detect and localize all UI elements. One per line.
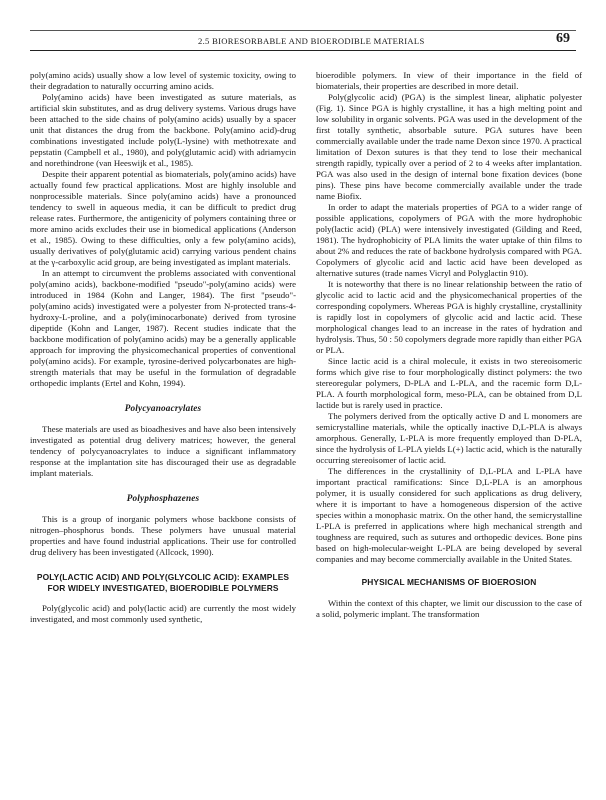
paragraph: Despite their apparent potential as biomaterials, poly(amino acids) have actually found few practical applications. Most are highly insoluble and nonprocessible materials. Since poly(amino acids) have a pronounced tendency to swell in aqueous media, it can be difficult to predict drug release rates. Furthermore, the antigenicity of polymers containing three or more amino acids excludes their use in biomedical applications (Anderson et al., 1985). Owing to these difficulties, only a few poly(amino acids), usually derivatives of poly(glutamic acid) carrying various pendent chains at the γ-carboxylic acid group, are being investigated as implant materials. bbox=[30, 169, 296, 267]
right-column bbox=[316, 70, 582, 620]
running-head: 2.5 BIORESORBABLE AND BIOERODIBLE MATERIALS bbox=[198, 36, 425, 46]
page-header bbox=[30, 31, 576, 51]
paragraph: Poly(amino acids) have been investigated as suture materials, as artificial skin substitutes, and as drug delivery systems. Various drugs have been attached to the side chains of poly(amino acids) usually by a spacer unit that distances the drug from the backbone. Poly(amino acid)-drug combinations investigated include poly(L-lysine) with methotrexate and pepstatin (Campbell et al., 1980), and poly(glutamic acid) with adriamycin and norethindrone (van Heeswijk et al., 1985). bbox=[30, 92, 296, 168]
section-heading-polyphosphazenes: Polyphosphazenes bbox=[126, 493, 200, 503]
major-heading-bioerosion: PHYSICAL MECHANISMS OF BIOEROSION bbox=[361, 577, 537, 587]
paragraph: In an attempt to circumvent the problems associated with conventional poly(amino acids), backbone-modified "pseudo"-poly(amino acids) were introduced in 1984 (Kohn and Langer, 1984). The first "pseudo"-poly(amino acids) investigated were a polyester from N-protected trans-4-hydroxy-L-proline, and a poly(iminocarbonate) derived from tyrosine dipeptide (Kohn and Langer, 1987). Recent studies indicate that the backbone modification of poly(amino acids) may be a generally applicable approach for improving the physicomechanical properties of conventional poly(amino acids). For example, tyrosine-derived polycarbonates are high-strength materials that may be useful in the formulation of degradable orthopedic implants (Ertel and Kohn, 1994). bbox=[30, 268, 296, 388]
paragraph: It is noteworthy that there is no linear relationship between the ratio of glycolic acid to lactic acid and the physicomechanical properties of the corresponding copolymers. Whereas PGA is highly crystalline, crystallinity is rapidly lost in copolymers of glycolic acid and lactic acid. These morphological changes lead to an increase in the rates of hydration and hydrolysis. Thus, 50 : 50 copolymers degrade more rapidly than either PGA or PLA. bbox=[316, 279, 582, 355]
left-column bbox=[30, 70, 296, 625]
paragraph: In order to adapt the materials properties of PGA to a wider range of possible applications, copolymers of PGA with the more hydrophobic poly(lactic acid) (PLA) were intensively investigated (Gilding and Reed, 1981). The hydrophobicity of PLA limits the water uptake of thin films to about 2% and reduces the rate of backbone hydrolysis compared with PGA. Copolymers of glycolic acid and lactic acid have been developed as alternative sutures (trade names Vicryl and Polyglactin 910). bbox=[316, 202, 582, 278]
paragraph: bioerodible polymers. In view of their importance in the field of biomaterials, their properties are described in more detail. bbox=[316, 70, 582, 91]
paragraph: Since lactic acid is a chiral molecule, it exists in two stereoisomeric forms which give rise to four morphologically distinct polymers: the two stereoregular polymers, D-PLA and L-PLA, and the racemic form D,L-PLA. A fourth morphological form, meso-PLA, can be obtained from D,L lactide but is rarely used in practice. bbox=[316, 356, 582, 410]
major-heading-pla-pga: POLY(LACTIC ACID) AND POLY(GLYCOLIC ACID): EXAMPLES FOR WIDELY INVESTIGATED, BIOERODIBLE POLYMERS bbox=[36, 572, 290, 593]
paragraph: The differences in the crystallinity of D,L-PLA and L-PLA have important practical ramifications: Since D,L-PLA is an amorphous polymer, it is usually considered for such applications as drug delivery, where it is important to have a homogeneous dispersion of the active species within a monophasic matrix. On the other hand, the semicrystalline L-PLA is preferred in applications where high mechanical strength and toughness are required, such as sutures and orthopedic devices. Bone pins based on high-molecular-weight L-PLA are being developed by several companies and may become commercially available in the United States. bbox=[316, 466, 582, 564]
paragraph: poly(amino acids) usually show a low level of systemic toxicity, owing to their degradation to naturally occurring amino acids. bbox=[30, 70, 296, 91]
paragraph: Within the context of this chapter, we limit our discussion to the case of a solid, polymeric implant. The transformation bbox=[316, 597, 582, 619]
top-rule bbox=[30, 30, 576, 31]
section-heading-polycyanoacrylates: Polycyanoacrylates bbox=[124, 403, 202, 413]
paragraph: Poly(glycolic acid) and poly(lactic acid) are currently the most widely investigated, and most commonly used synthetic, bbox=[30, 603, 296, 624]
paragraph: Poly(glycolic acid) (PGA) is the simplest linear, aliphatic polyester (Fig. 1). Since PGA is highly crystalline, it has a high melting point and low solubility in organic solvents. PGA was used in the development of the first totally synthetic, absorbable suture. PGA sutures have been commercially available under the trade name Dexon since 1970. A practical limitation of Dexon sutures is that they tend to lose their mechanical strength rapidly, typically over a period of 2 to 4 weeks after implantation. PGA was also used in the design of internal bone fixation devices (bone pins). These pins have become commercially available under the trade name Biofix. bbox=[316, 92, 582, 201]
page-number: 69 bbox=[556, 31, 570, 46]
paragraph: The polymers derived from the optically active D and L monomers are semicrystalline materials, while the optically inactive D,L-PLA is always amorphous. Generally, L-PLA is more frequently employed than D-PLA, since the hydrolysis of L-PLA yields L(+) lactic acid, which is the naturally occurring stereoisomer of lactic acid. bbox=[316, 411, 582, 465]
paragraph: This is a group of inorganic polymers whose backbone consists of nitrogen–phosphorus bonds. These polymers have unusual material properties and have found industrial applications. Their use for controlled drug delivery has been investigated (Allcock, 1990). bbox=[30, 514, 296, 557]
paragraph: These materials are used as bioadhesives and have also been intensively investigated as potential drug delivery matrices; however, the general tendency of polycyanoacrylates to induce a significant inflammatory response at the implantation site has discouraged their use as degradable implant materials. bbox=[30, 424, 296, 478]
